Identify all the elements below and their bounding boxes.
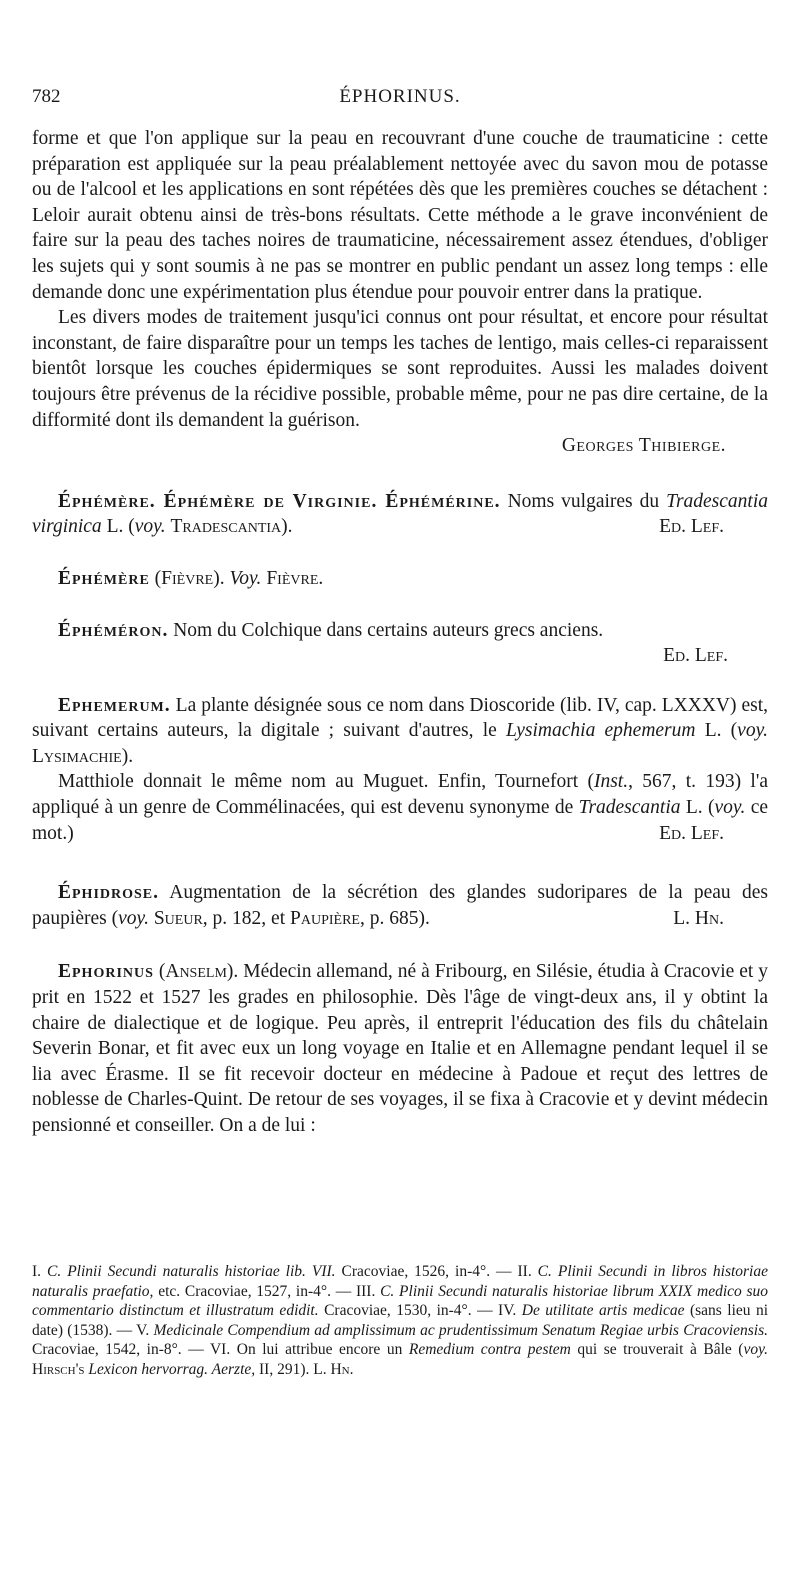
headword-ephemere-fievre: Éphémère	[58, 567, 150, 589]
author-ephidrose: L. Hn.	[673, 907, 724, 929]
headword-ephorinus: Ephorinus	[58, 961, 154, 983]
headword-ephemere: Éphémère. Éphémère de Virginie. Éphémérine.	[58, 490, 501, 512]
bibliography: I. C. Plinii Secundi naturalis historiae lib. VII. Cracoviae, 1526, in-4°. — II. C. Plinii Secundi in libros historiae naturalis praefatio, etc. Cracoviae, 1527, in-4°. — III. C. Plinii Secundi naturalis historiae librum XXIX medico suo commentario distinctum et illustratum edidit. Cracoviae, 1530, in-4°. — IV. De utilitate artis medicae (sans lieu ni date) (1538). — V. Medicinale Compendium ad amplissimum ac prudentissimum Senatum Regiae urbis Cracoviensis. Cracoviae, 1542, in-8°. — VI. On lui attribue encore un Remedium contra pestem qui se trouverait à Bâle (voy. Hirsch's Lexicon hervorrag. Aerzte, II, 291). L. Hn.	[32, 1263, 769, 1378]
headword-ephidrose: Éphidrose.	[58, 882, 160, 904]
continuation-paragraph-2	[32, 305, 768, 433]
page-body	[32, 126, 768, 1139]
page-number: 782	[32, 86, 61, 107]
headword-ephemerum: Ephemerum.	[58, 694, 171, 716]
author-ephemere: Ed. Lef.	[659, 516, 724, 538]
author-ephorinus: L. Hn.	[313, 1360, 354, 1378]
author-signature-thibierge: Georges Thibierge.	[561, 435, 726, 457]
continuation-paragraph-1: forme et que l'on applique sur la peau en recouvrant d'une couche de traumaticine : cette préparation est appliquée sur la peau préalablement nettoyée avec du savon mou de potasse ou de l'alcool et les applications en sont répétées dès que les premières couches se détachent : Leloir aurait obtenu ainsi de très-bons résultats. Cette méthode a le grave inconvénient de faire sur la peau des taches noires de traumaticine, nécessairement assez étendues, d'obliger les sujets qui y sont soumis à ne pas se montrer en public pendant un assez long temps : elle demande donc une expérimentation plus étendue pour pouvoir entrer dans la pratique.	[32, 128, 768, 303]
running-title: ÉPHORINUS.	[339, 86, 461, 107]
entry-ephemerum: Ephemerum. La plante désignée sous ce nom dans Dioscoride (lib. IV, cap. LXXXV) est, suivant certains auteurs, la digitale ; suivant d'autres, le Lysimachia ephemerum L. (voy. Lysimachie). Matthiole donnait le même nom au Muguet. Enfin, Tournefort (Inst., 567, t. 193) l'a appliqué à un genre de Commélinacées, qui est devenu synonyme de Tradescantia L. (voy. ce mot.) Ed. Lef.	[32, 693, 768, 847]
continuation-paragraph-2-text: Les divers modes de traitement jusqu'ici connus ont pour résultat, et encore pour résultat inconstant, de faire disparaître pour un temps les taches de lentigo, mais celles-ci reparaissent bientôt lorsque les couches épidermiques se sont reproduites. Aussi les malades doivent toujours être prévenus de la récidive possible, probable même, pour ne pas dire certaine, de la difformité dont ils demandent la guérison.	[32, 307, 768, 431]
author-ephemerum: Ed. Lef.	[659, 822, 724, 844]
author-ephemeron: Ed. Lef.	[663, 645, 728, 667]
running-head	[32, 82, 768, 110]
headword-ephemeron: Éphéméron.	[58, 619, 169, 641]
entry-ephidrose: Éphidrose. Augmentation de la sécrétion des glandes sudoripares de la peau des paupières (voy. Sueur, p. 182, et Paupière, p. 685). L. Hn.	[32, 880, 768, 931]
entry-ephemeron: Éphéméron. Nom du Colchique dans certains auteurs grecs anciens. Ed. Lef.	[32, 618, 768, 669]
entry-ephemere: Éphémère. Éphémère de Virginie. Éphémérine. Noms vulgaires du Tradescantia virginica L. (voy. Tradescantia). Ed. Lef.	[32, 489, 768, 540]
entry-ephemere-fievre: Éphémère (Fièvre). Voy. Fièvre.	[58, 567, 324, 589]
entry-ephorinus: Ephorinus (Anselm). Médecin allemand, né à Fribourg, en Silésie, étudia à Cracovie et y prit en 1522 et 1527 les grades en philosophie. Dès l'âge de vingt-deux ans, il y obtint la chaire de dialectique et de logique. Peu après, il entreprit l'éducation des fils du châtelain Severin Bonar, et fit avec eux un long voyage en Italie et en Allemagne pendant lequel il se lia avec Érasme. Il se fit recevoir docteur en médecine à Padoue et reçut des lettres de noblesse de Charles-Quint. De retour de ses voyages, il se fixa à Cracovie et y devint médecin pensionné et conseiller. On a de lui :	[32, 961, 769, 1136]
